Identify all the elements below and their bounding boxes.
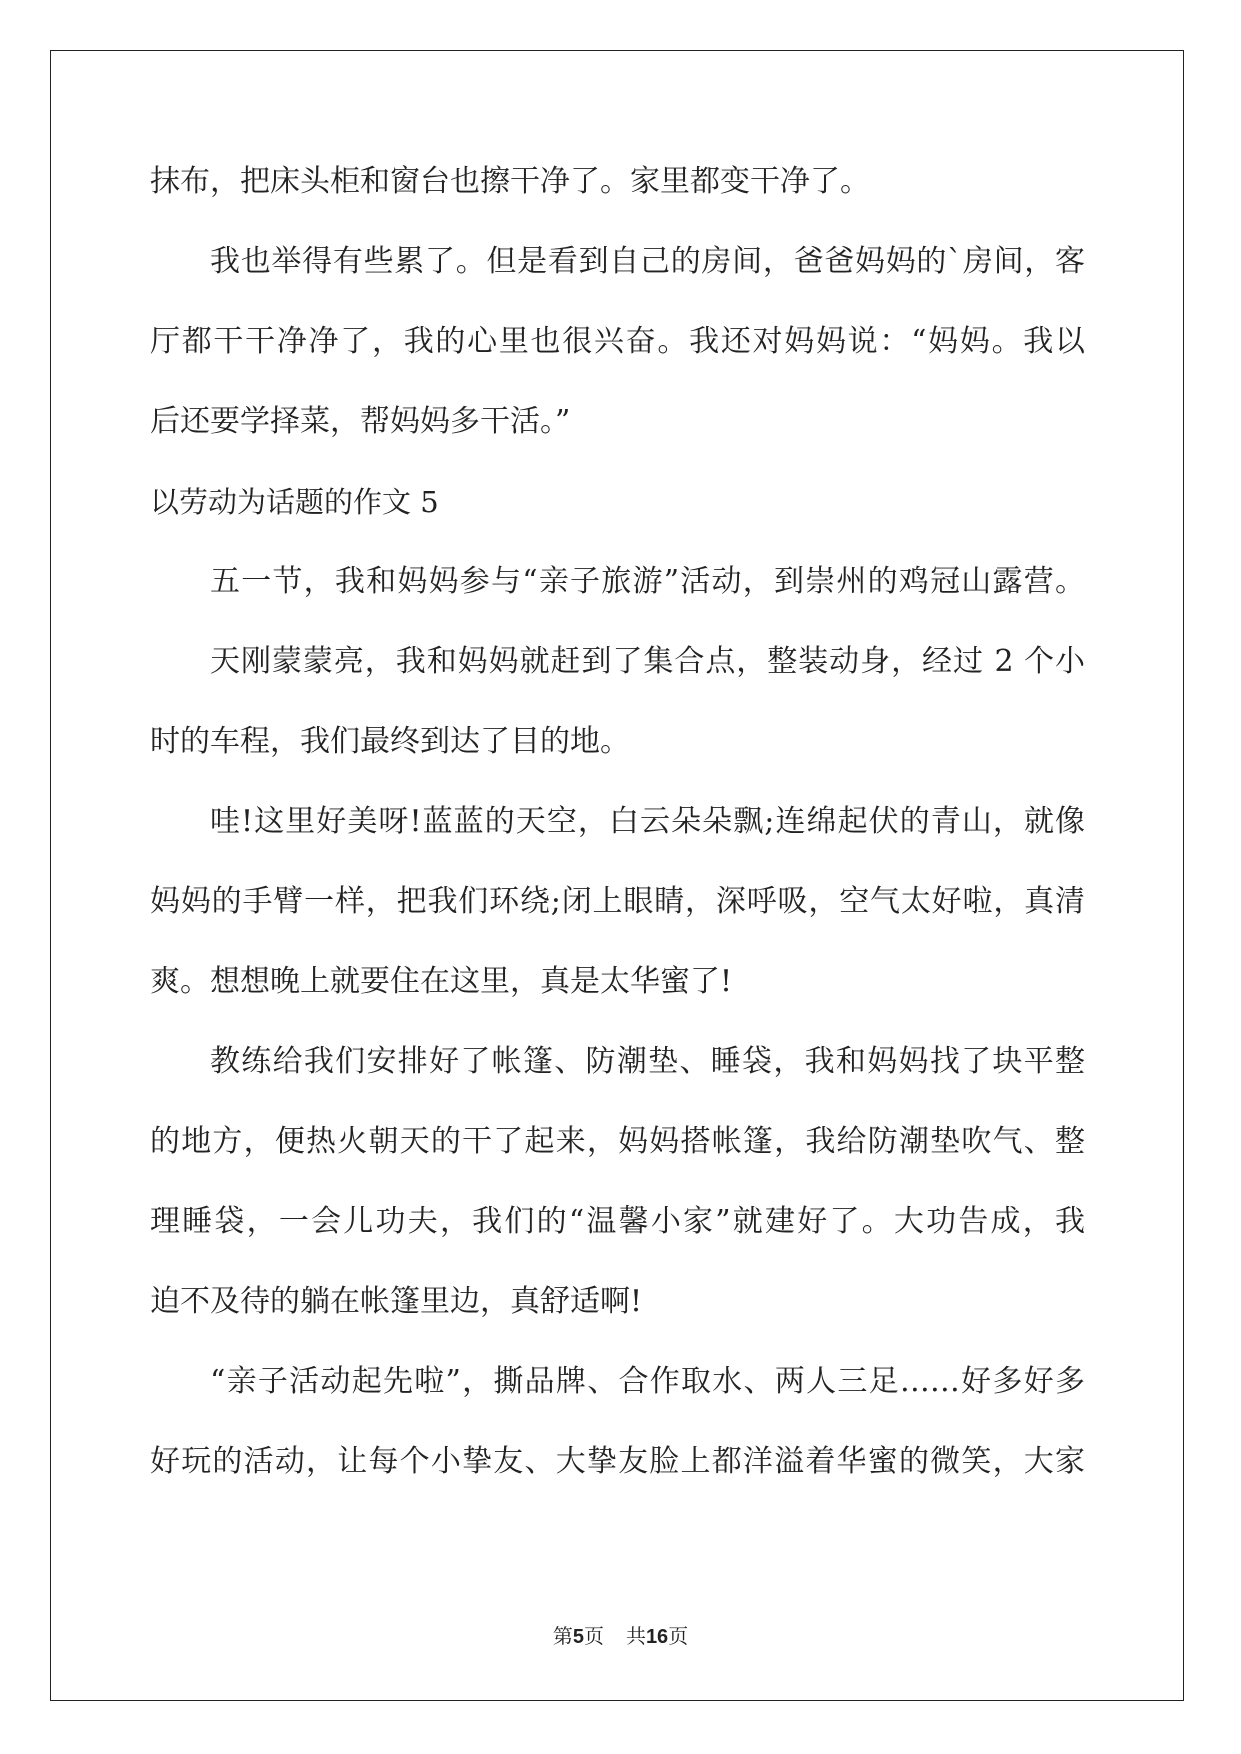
text-line: 五一节，我和妈妈参与“亲子旅游”活动，到崇州的鸡冠山露营。 [210, 564, 1085, 599]
page-footer [0, 1620, 1241, 1649]
text-line: 时的车程，我们最终到达了目的地。 [150, 724, 630, 759]
page-prefix: 第 [552, 1624, 573, 1648]
section-heading: 以劳动为话题的作文 5 [150, 485, 439, 519]
page-total: 16 [645, 1626, 669, 1648]
text-line: 迫不及待的躺在帐篷里边，真舒适啊! [150, 1284, 643, 1319]
text-line: 厅都干干净净了，我的心里也很兴奋。我还对妈妈说：“妈妈。我以 [150, 324, 1085, 359]
text-line: 理睡袋，一会儿功夫，我们的“温馨小家”就建好了。大功告成，我 [150, 1204, 1085, 1239]
text-line: 教练给我们安排好了帐篷、防潮垫、睡袋，我和妈妈找了块平整 [210, 1044, 1085, 1079]
page-suffix: 页 [583, 1624, 604, 1648]
text-line: 妈妈的手臂一样，把我们环绕;闭上眼睛，深呼吸，空气太好啦，真清 [150, 884, 1085, 919]
text-line: 哇!这里好美呀!蓝蓝的天空，白云朵朵飘;连绵起伏的青山，就像 [210, 804, 1085, 839]
total-suffix: 页 [668, 1624, 689, 1648]
text-line: 后还要学择菜，帮妈妈多干活。” [150, 404, 571, 439]
text-line: 的地方，便热火朝天的干了起来，妈妈搭帐篷，我给防潮垫吹气、整 [150, 1124, 1085, 1159]
text-line: 我也举得有些累了。但是看到自己的房间，爸爸妈妈的`房间，客 [210, 244, 1085, 279]
document-body [150, 164, 1095, 1524]
text-line: 天刚蒙蒙亮，我和妈妈就赶到了集合点，整装动身，经过 2 个小 [210, 644, 1085, 679]
text-line: 爽。想想晚上就要住在这里，真是太华蜜了! [150, 964, 733, 999]
page-current: 5 [572, 1626, 584, 1648]
total-prefix: 共 [625, 1624, 646, 1648]
text-line: 抹布，把床头柜和窗台也擦干净了。家里都变干净了。 [150, 164, 870, 199]
text-line: 好玩的活动，让每个小挚友、大挚友脸上都洋溢着华蜜的微笑，大家 [150, 1444, 1085, 1479]
text-line: “亲子活动起先啦”，撕品牌、合作取水、两人三足……好多好多 [210, 1364, 1085, 1399]
